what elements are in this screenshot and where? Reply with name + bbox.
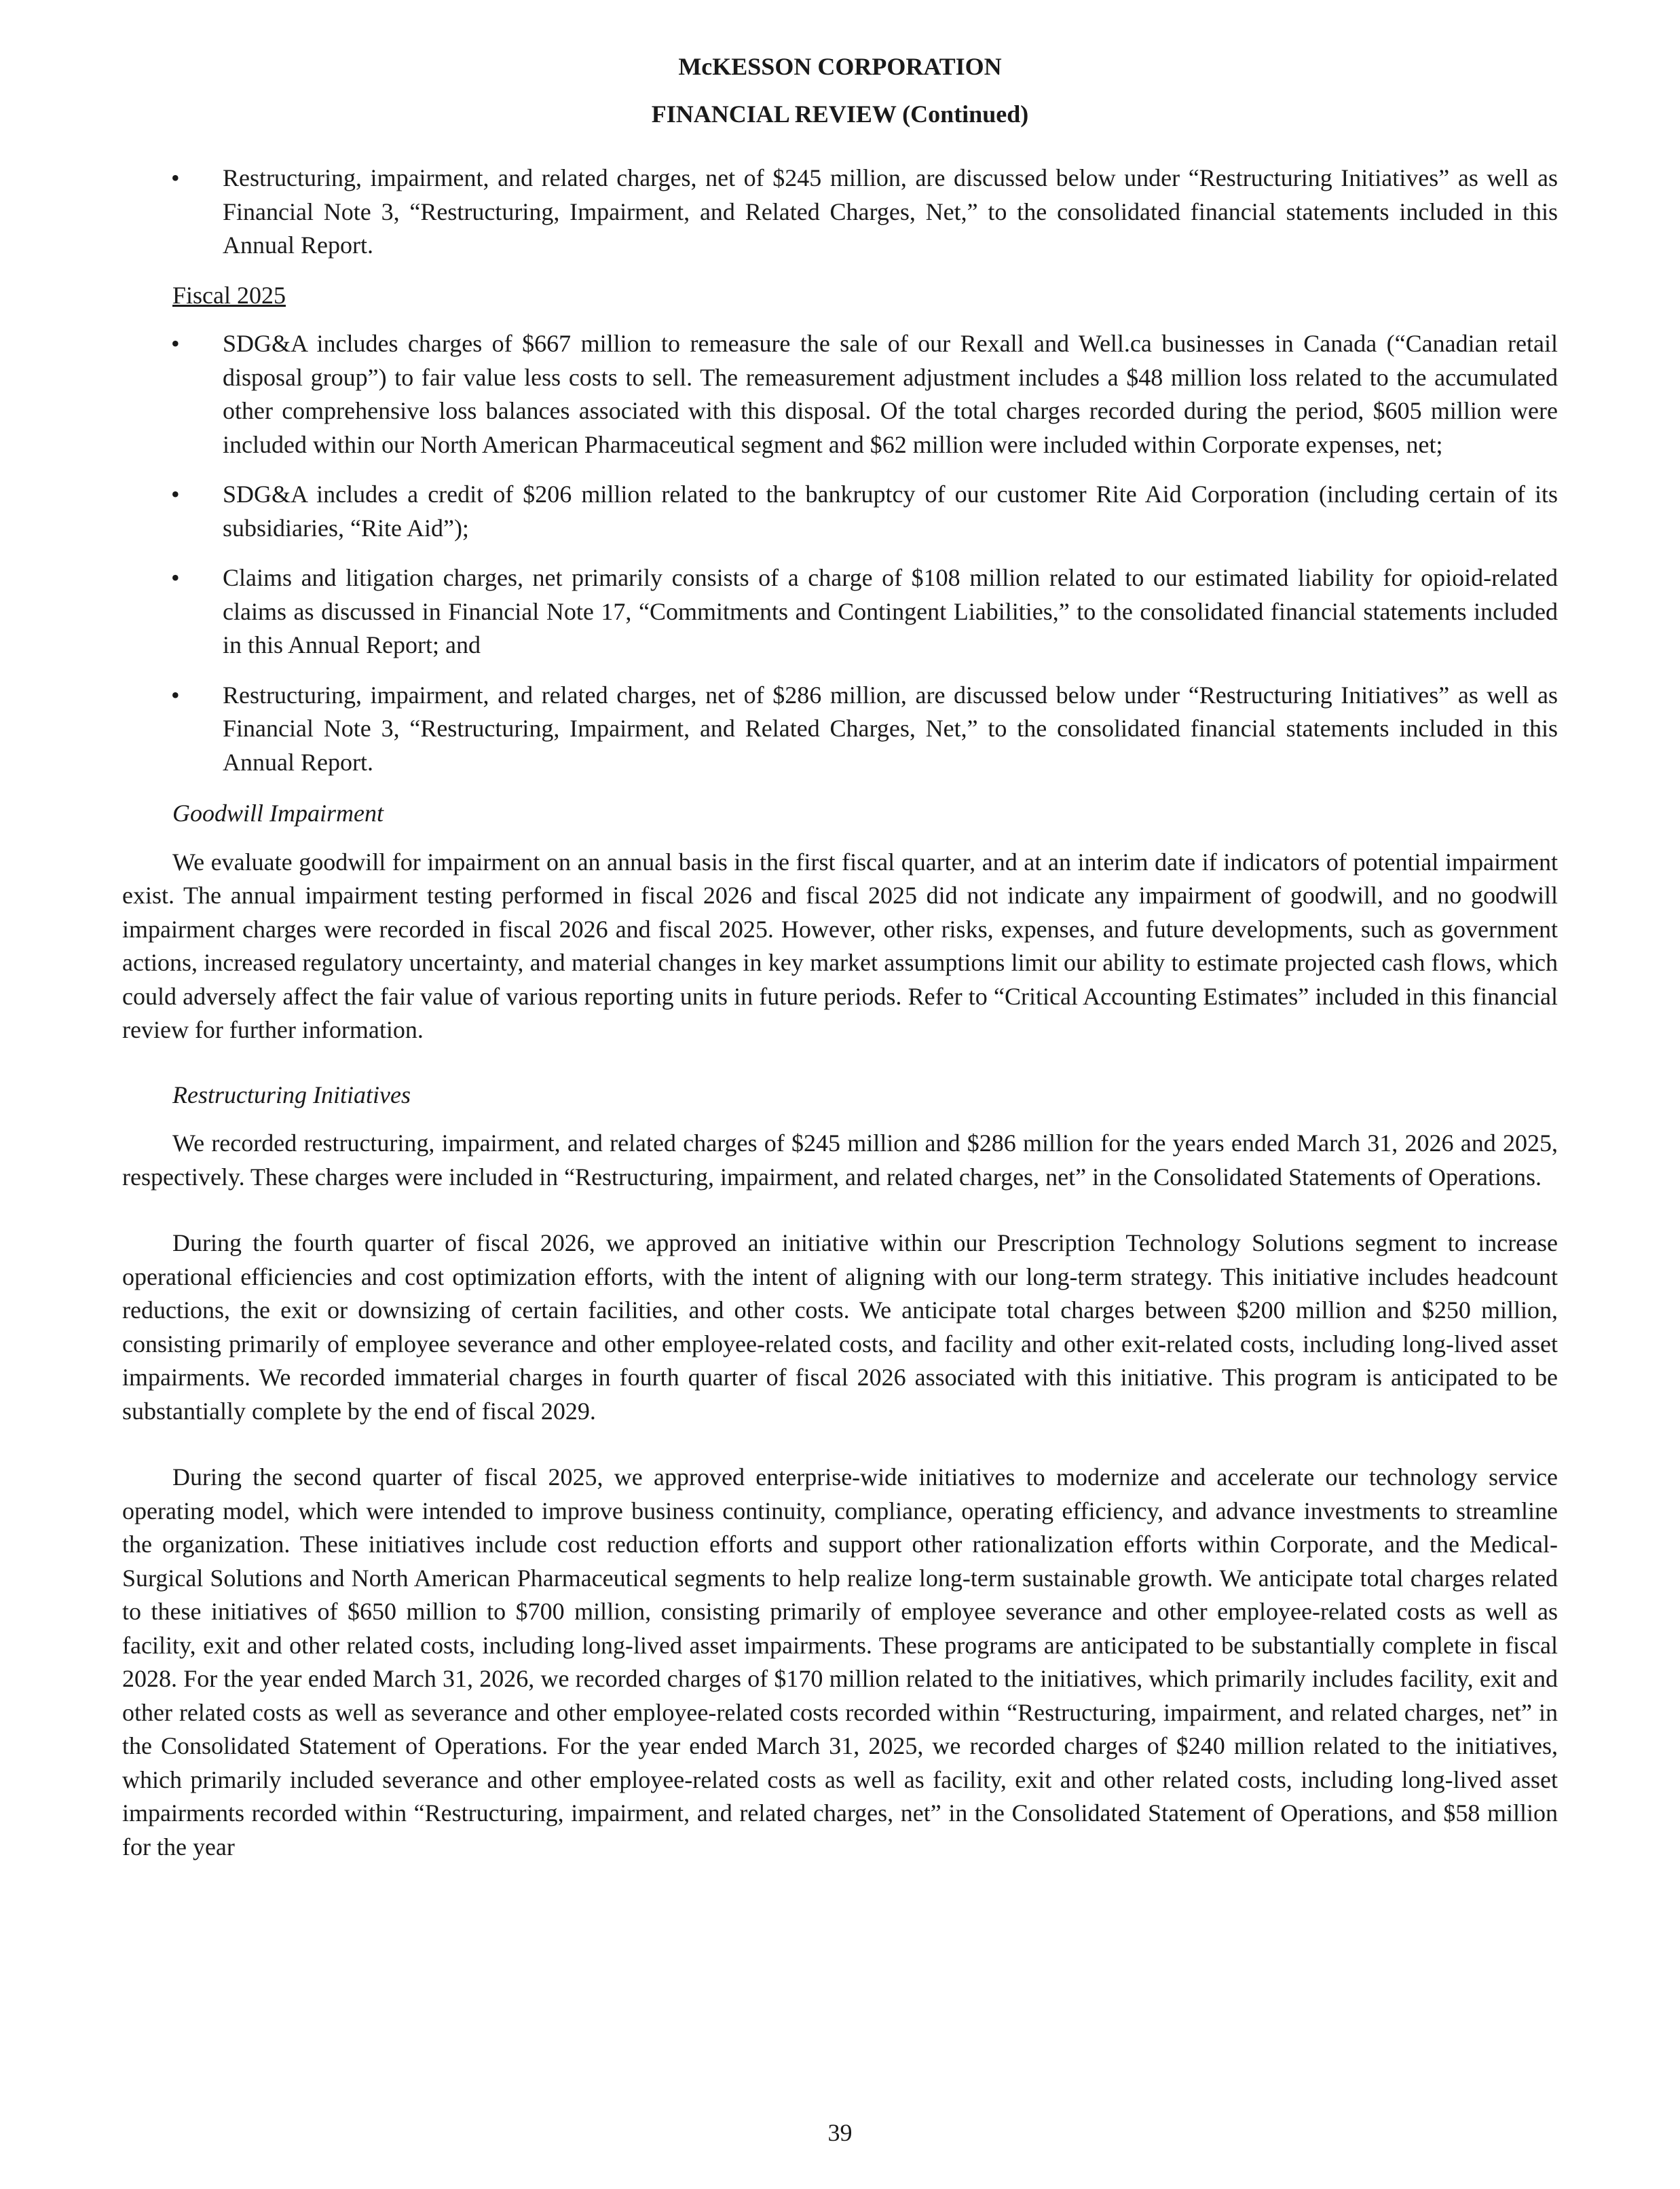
list-item (122, 478, 1558, 545)
bullet-text: SDG&A includes charges of $667 million to remeasure the sale of our Rexall and Well.ca businesses in Canada (“Canadian retail disposal group”) to fair value less costs to sell. The remeasurement adjustment includes a $48 million loss related to the accumulated other comprehensive loss balances associated with this disposal. Of the total charges recorded during the period, $605 million were included within our North American Pharmaceutical segment and $62 million were included within Corporate expenses, net; (223, 330, 1558, 458)
restructuring-paragraph-2: During the fourth quarter of fiscal 2026, we approved an initiative within our Prescription Technology Solutions segment to increase operational efficiencies and cost optimization efforts, with the intent of aligning with our long-term strategy. This initiative includes headcount reductions, the exit or downsizing of certain facilities, and other costs. We anticipate total charges between $200 million and $250 million, consisting primarily of employee severance and other employee-related costs, and facility and other exit-related costs, including long-lived asset impairments. We recorded immaterial charges in fourth quarter of fiscal 2026 associated with this initiative. This program is anticipated to be substantially complete by the end of fiscal 2029. (122, 1229, 1558, 1425)
bullet-text: SDG&A includes a credit of $206 million related to the bankruptcy of our customer Rite Aid Corporation (including certain of its subsidiaries, “Rite Aid”); (223, 481, 1558, 542)
list-item (122, 327, 1558, 462)
bullet-icon: • (171, 481, 180, 508)
restructuring-heading: Restructuring Initiatives (172, 1081, 411, 1108)
list-item (122, 561, 1558, 662)
page-number: 39 (827, 2119, 853, 2146)
bullet-text: Claims and litigation charges, net primarily consists of a charge of $108 million related to our estimated liability for opioid-related claims as discussed in Financial Note 17, “Commitments and Contingent Liabilities,” to the consolidated financial statements included in this Annual Report; and (223, 564, 1558, 658)
fiscal-2025-heading: Fiscal 2025 (172, 281, 286, 309)
goodwill-heading: Goodwill Impairment (172, 800, 384, 827)
list-item (122, 162, 1558, 263)
company-name: McKESSON CORPORATION (678, 53, 1002, 80)
bullet-icon: • (171, 330, 180, 357)
fiscal-2025-bullet-list (122, 327, 1558, 779)
restructuring-paragraph-1: We recorded restructuring, impairment, and related charges of $245 million and $286 million for the years ended March 31, 2026 and 2025, respectively. These charges were included in “Restructuring, impairment, and related charges, net” in the Consolidated Statements of Operations. (122, 1129, 1558, 1191)
intro-bullet-list (122, 162, 1558, 263)
bullet-icon: • (171, 681, 180, 709)
restructuring-paragraph-3: During the second quarter of fiscal 2025, we approved enterprise-wide initiatives to modernize and accelerate our technology service operating model, which were intended to improve business continuity, compliance, operating efficiency, and advance investments to streamline the organization. These initiatives include cost reduction efforts and support other rationalization efforts within Corporate, and the Medical-Surgical Solutions and North American Pharmaceutical segments to help realize long-term sustainable growth. We anticipate total charges related to these initiatives of $650 million to $700 million, consisting primarily of employee severance and other employee-related costs as well as facility, exit and other related costs, including long-lived asset impairments. These programs are anticipated to be substantially complete in fiscal 2028. For the year ended March 31, 2026, we recorded charges of $170 million related to the initiatives, which primarily includes facility, exit and other related costs as well as severance and other employee-related costs recorded within “Restructuring, impairment, and related charges, net” in the Consolidated Statement of Operations. For the year ended March 31, 2025, we recorded charges of $240 million related to the initiatives, which primarily included severance and other employee-related costs as well as facility, exit and other related costs, including long-lived asset impairments recorded within “Restructuring, impairment, and related charges, net” in the Consolidated Statement of Operations, and $58 million for the year (122, 1463, 1558, 1860)
bullet-text: Restructuring, impairment, and related charges, net of $245 million, are discussed below under “Restructuring Initiatives” as well as Financial Note 3, “Restructuring, Impairment, and Related Charges, Net,” to the consolidated financial statements included in this Annual Report. (223, 164, 1558, 259)
bullet-icon: • (171, 564, 180, 591)
bullet-text: Restructuring, impairment, and related charges, net of $286 million, are discussed below under “Restructuring Initiatives” as well as Financial Note 3, “Restructuring, Impairment, and Related Charges, Net,” to the consolidated financial statements included in this Annual Report. (223, 681, 1558, 776)
bullet-icon: • (171, 164, 180, 191)
section-title: FINANCIAL REVIEW (Continued) (651, 100, 1029, 128)
goodwill-paragraph: We evaluate goodwill for impairment on an annual basis in the first fiscal quarter, and at an interim date if indicators of potential impairment exist. The annual impairment testing performed in fiscal 2026 and fiscal 2025 did not indicate any impairment of goodwill, and no goodwill impairment charges were recorded in fiscal 2026 and fiscal 2025. However, other risks, expenses, and future developments, such as government actions, increased regulatory uncertainty, and material changes in key market assumptions limit our ability to estimate projected cash flows, which could adversely affect the fair value of various reporting units in future periods. Refer to “Critical Accounting Estimates” included in this financial review for further information. (122, 848, 1558, 1043)
list-item (122, 679, 1558, 780)
